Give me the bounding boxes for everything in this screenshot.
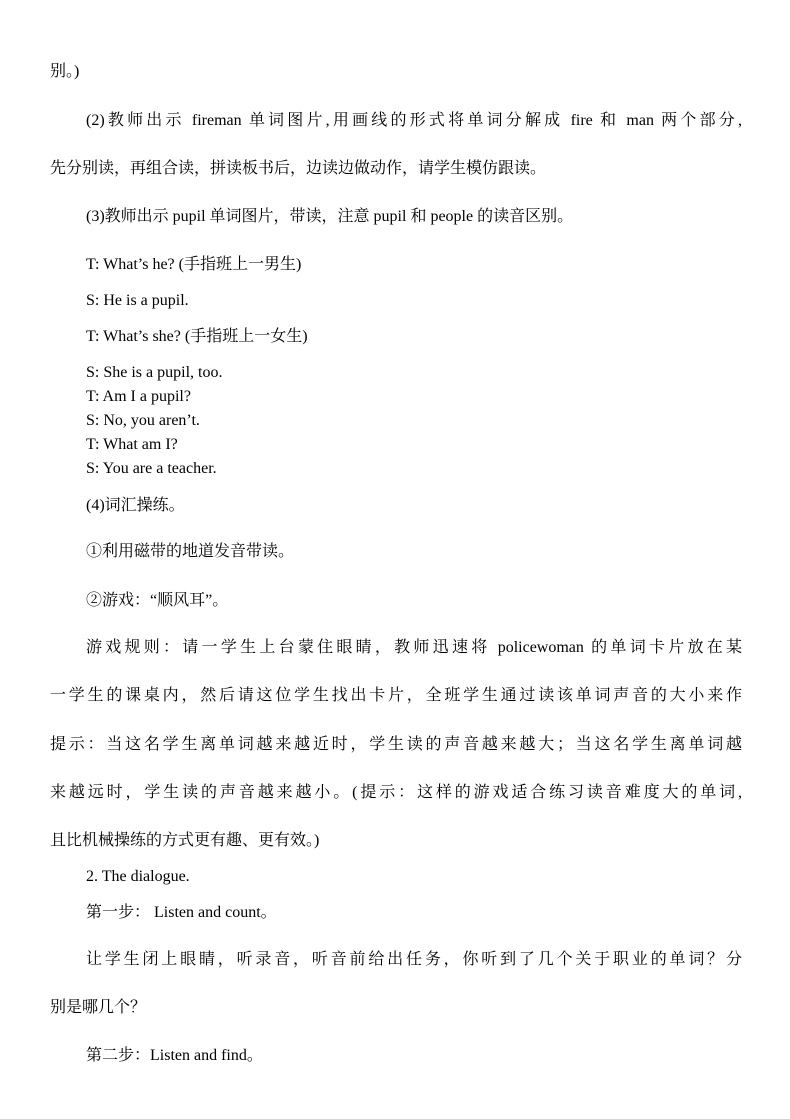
text-line: 一学生的课桌内，然后请这位学生找出卡片，全班学生通过读该单词声音的大小来作 bbox=[50, 687, 742, 704]
dialogue-line: S: He is a pupil. bbox=[86, 292, 189, 309]
text-line: (4)词汇操练。 bbox=[86, 497, 185, 514]
dialogue-line: T: What am I? bbox=[86, 436, 178, 453]
dialogue-line: S: You are a teacher. bbox=[86, 460, 217, 477]
text-line: (3)教师出示 pupil 单词图片，带读，注意 pupil 和 people 的读音区别。 bbox=[86, 208, 574, 225]
dialogue-line: T: What’s she? (手指班上一女生) bbox=[86, 328, 308, 345]
dialogue-line: S: No, you aren’t. bbox=[86, 412, 200, 429]
text-line: 别。) bbox=[50, 63, 80, 80]
step-heading: 第一步： Listen and count。 bbox=[86, 904, 277, 921]
dialogue-line: T: Am I a pupil? bbox=[86, 388, 191, 405]
text-line: 让学生闭上眼睛，听录音，听音前给出任务，你听到了几个关于职业的单词？分 bbox=[86, 951, 742, 968]
text-line: 且比机械操练的方式更有趣、更有效。) bbox=[50, 832, 320, 849]
text-line: (2)教师出示 fireman 单词图片,用画线的形式将单词分解成 fire 和 man 两个部分, bbox=[86, 112, 742, 129]
text-line: ①利用磁带的地道发音带读。 bbox=[86, 543, 295, 560]
text-line: 来越远时，学生读的声音越来越小。(提示：这样的游戏适合练习读音难度大的单词, bbox=[50, 784, 742, 801]
dialogue-line: S: She is a pupil, too. bbox=[86, 364, 223, 381]
step-heading: 第二步：Listen and find。 bbox=[86, 1047, 263, 1064]
text-line: 游戏规则：请一学生上台蒙住眼睛，教师迅速将 policewoman 的单词卡片放在某 bbox=[86, 639, 742, 656]
text-line: 别是哪几个？ bbox=[50, 999, 147, 1016]
text-line: ②游戏：“顺风耳”。 bbox=[86, 592, 229, 609]
text-line: 先分别读，再组合读，拼读板书后，边读边做动作，请学生模仿跟读。 bbox=[50, 160, 547, 177]
section-heading: 2. The dialogue. bbox=[86, 868, 190, 885]
dialogue-line: T: What’s he? (手指班上一男生) bbox=[86, 256, 302, 273]
text-line: 提示：当这名学生离单词越来越近时，学生读的声音越来越大；当这名学生离单词越 bbox=[50, 736, 742, 753]
